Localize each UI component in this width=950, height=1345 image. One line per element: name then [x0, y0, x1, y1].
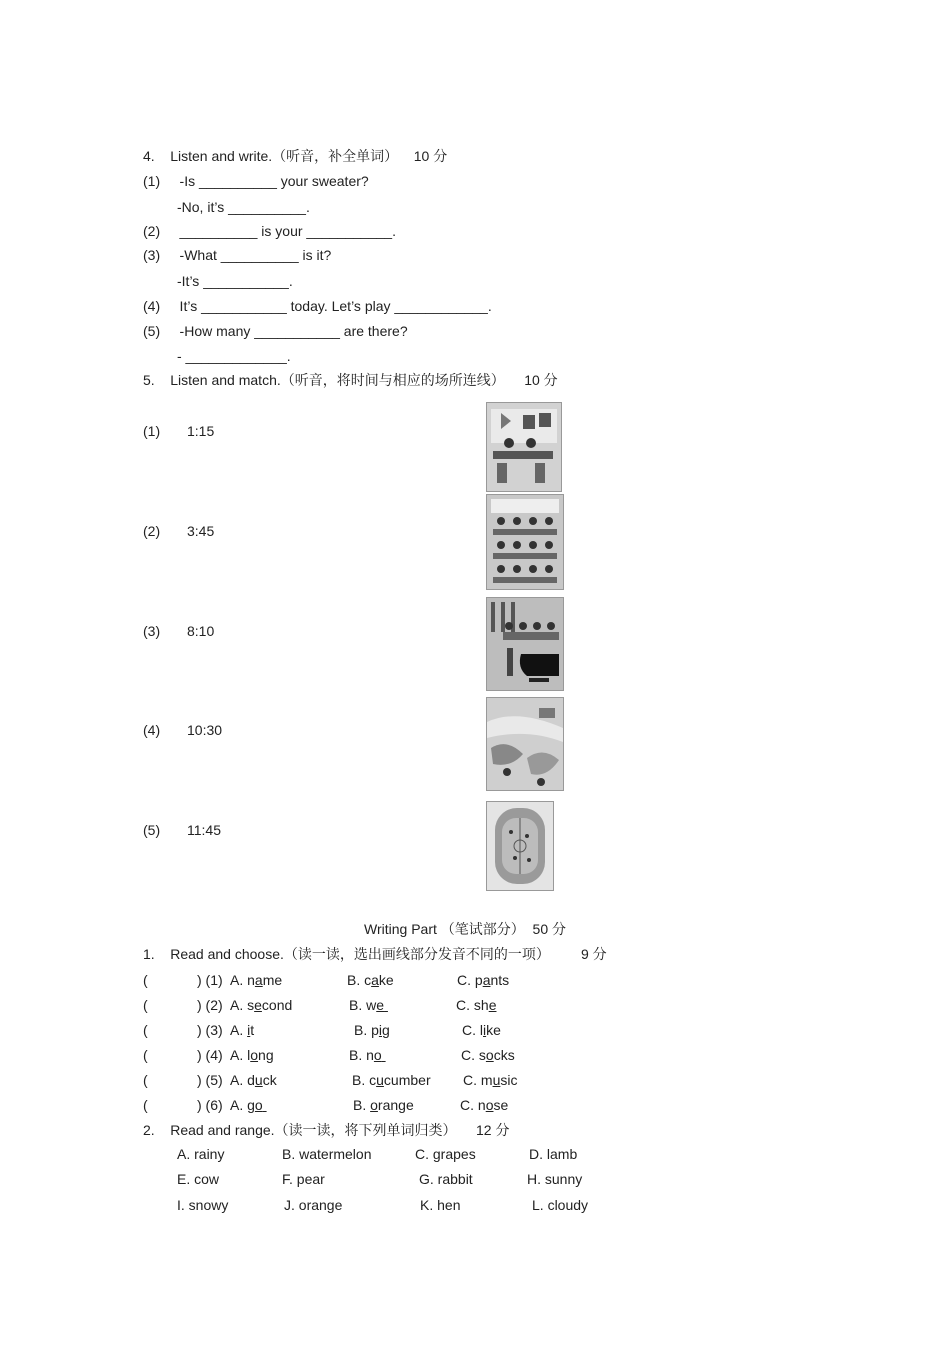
word-item: D. lamb — [529, 1146, 578, 1162]
question-number: ) (4) — [197, 1047, 223, 1063]
option-c: C. pants — [457, 972, 510, 988]
option-c: C. she — [456, 997, 497, 1013]
listen-write-line-1b: -No, it’s __________. — [177, 199, 310, 215]
listen-write-line-1: (1) -Is __________ your sweater? — [143, 173, 369, 189]
read-choose-header: 1. Read and choose.（读一读，选出画线部分发音不同的一项） 9 分 — [143, 946, 607, 962]
match-time-3: 8:10 — [187, 623, 215, 639]
option-b: B. orange — [353, 1097, 414, 1113]
word-item: I. snowy — [177, 1197, 229, 1213]
option-c: C. like — [462, 1022, 501, 1038]
listen-write-line-5b: - _____________. — [177, 348, 291, 364]
answer-bracket[interactable]: ( — [143, 997, 148, 1013]
option-c: C. socks — [461, 1047, 515, 1063]
word-item: L. cloudy — [532, 1197, 589, 1213]
option-a: A. go — [230, 1097, 263, 1113]
answer-bracket[interactable]: ( — [143, 1047, 148, 1063]
writing-part-title: Writing Part （笔试部分） 50 分 — [364, 921, 567, 937]
answer-bracket[interactable]: ( — [143, 972, 148, 988]
word-item: H. sunny — [527, 1171, 583, 1187]
match-time-4: 10:30 — [187, 722, 223, 738]
playground-icon[interactable] — [486, 801, 554, 891]
option-a: A. duck — [230, 1072, 277, 1088]
word-item: F. pear — [282, 1171, 325, 1187]
option-b: B. pig — [354, 1022, 390, 1038]
listen-write-line-2: (2) __________ is your ___________. — [143, 223, 396, 239]
canteen-icon[interactable] — [486, 494, 564, 590]
match-time-5: 11:45 — [187, 822, 221, 838]
option-a: A. long — [230, 1047, 274, 1063]
listen-write-line-3: (3) -What __________ is it? — [143, 247, 332, 263]
answer-bracket[interactable]: ( — [143, 1097, 148, 1113]
word-item: C. grapes — [415, 1146, 476, 1162]
option-c: C. nose — [460, 1097, 509, 1113]
option-a: A. it — [230, 1022, 255, 1038]
question-number: ) (3) — [197, 1022, 223, 1038]
answer-bracket[interactable]: ( — [143, 1072, 148, 1088]
listen-match-header: 5. Listen and match.（听音，将时间与相应的场所连线） 10 分 — [143, 372, 558, 388]
question-number: ) (2) — [197, 997, 223, 1013]
music-room-icon[interactable] — [486, 597, 564, 691]
word-item: G. rabbit — [419, 1171, 473, 1187]
word-item: B. watermelon — [282, 1146, 372, 1162]
listen-write-line-5: (5) -How many ___________ are there? — [143, 323, 408, 339]
listen-write-line-4: (4) It’s ___________ today. Let’s play ____________. — [143, 298, 492, 314]
word-item: J. orange — [284, 1197, 343, 1213]
option-a: A. name — [230, 972, 283, 988]
word-item: K. hen — [420, 1197, 461, 1213]
question-number: ) (6) — [197, 1097, 223, 1113]
listen-write-header: 4. Listen and write.（听音，补全单词） 10 分 — [143, 148, 448, 164]
option-a: A. second — [230, 997, 293, 1013]
option-b: B. cake — [347, 972, 394, 988]
word-item: A. rainy — [177, 1146, 225, 1162]
option-b: B. cucumber — [352, 1072, 431, 1088]
read-range-header: 2. Read and range.（读一读，将下列单词归类） 12 分 — [143, 1122, 510, 1138]
classroom-icon[interactable] — [486, 402, 562, 492]
match-time-1: 1:15 — [187, 423, 215, 439]
question-number: ) (5) — [197, 1072, 223, 1088]
listen-write-line-3b: -It’s ___________. — [177, 273, 293, 289]
answer-bracket[interactable]: ( — [143, 1022, 148, 1038]
match-num-2: (2) — [143, 523, 161, 539]
option-b: B. we — [349, 997, 385, 1013]
match-num-3: (3) — [143, 623, 161, 639]
match-time-2: 3:45 — [187, 523, 215, 539]
match-num-5: (5) — [143, 822, 161, 838]
garden-icon[interactable] — [486, 697, 564, 791]
question-number: ) (1) — [197, 972, 223, 988]
match-num-4: (4) — [143, 722, 161, 738]
option-c: C. music — [463, 1072, 518, 1088]
word-item: E. cow — [177, 1171, 220, 1187]
match-num-1: (1) — [143, 423, 161, 439]
option-b: B. no — [349, 1047, 382, 1063]
